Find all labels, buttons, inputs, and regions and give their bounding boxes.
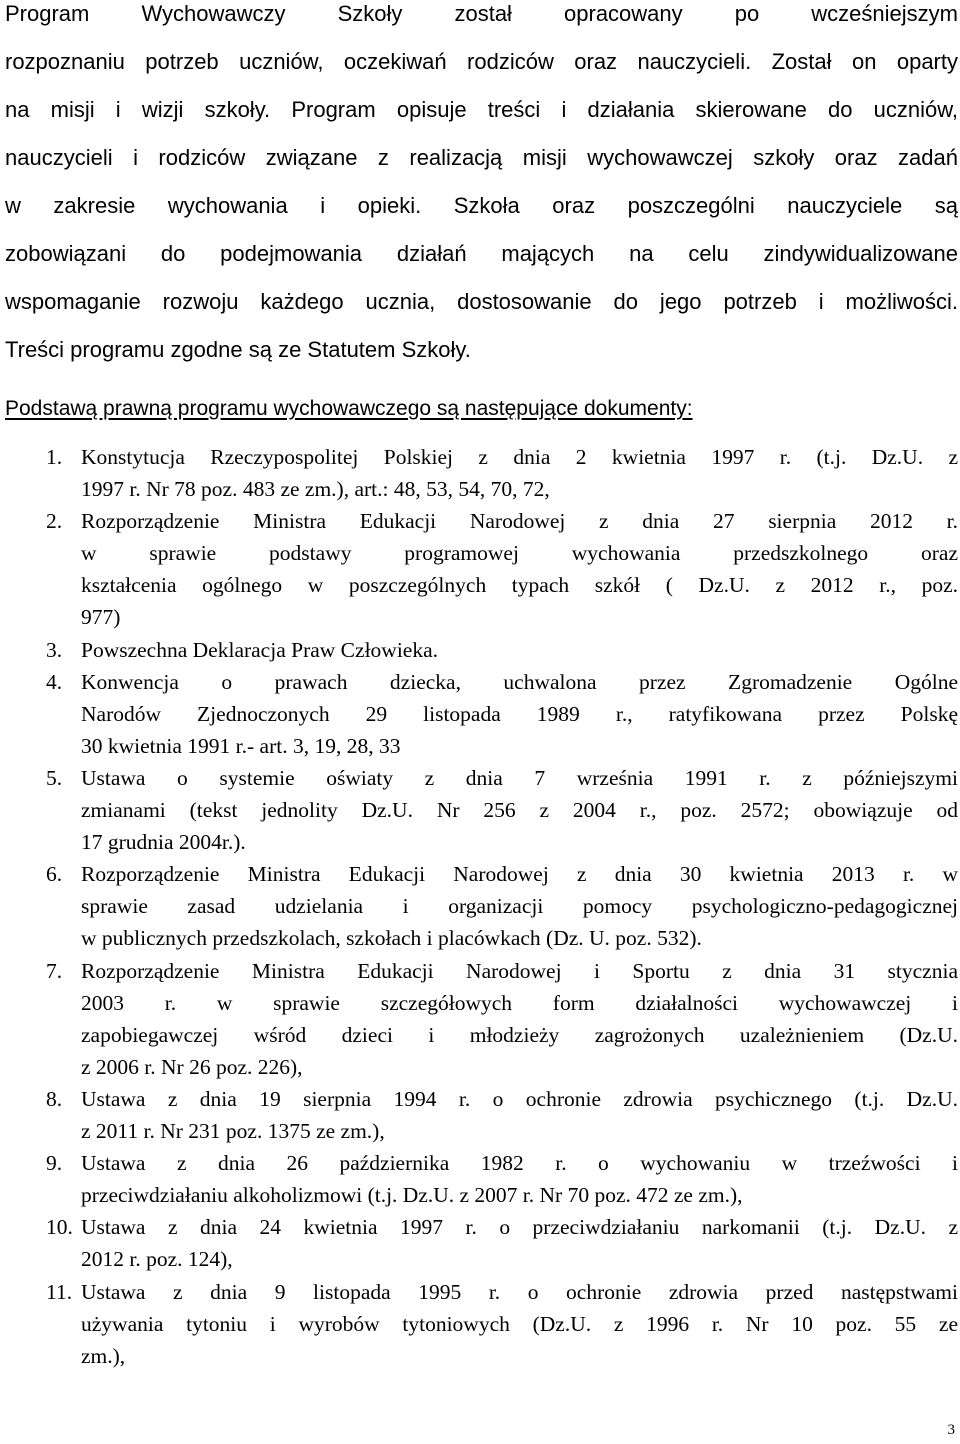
document-number-text: 3. <box>46 637 63 662</box>
document-text-line: Rozporządzenie Ministra Edukacji Narodowej z dnia 30 kwietnia 2013 r. w <box>81 862 958 887</box>
document-text-line: kształcenia ogólnego w poszczególnych typach szkół ( Dz.U. z 2012 r., poz. <box>81 573 958 598</box>
document-text-line: zapobiegawczej wśród dzieci i młodzieży zagrożonych uzależnieniem (Dz.U. <box>81 1022 958 1047</box>
document-text-line: Ustawa o systemie oświaty z dnia 7 września 1991 r. z późniejszymi <box>81 766 958 790</box>
document-text-line: Narodów Zjednoczonych 29 listopada 1989 r., ratyfikowana przez Polskę <box>81 701 958 726</box>
document-number <box>0 505 78 537</box>
document-number-text: 10. <box>46 1215 73 1240</box>
document-text-line: 17 grudnia 2004r.). <box>81 830 246 855</box>
document-text-line: przeciwdziałaniu alkoholizmowi (t.j. Dz.U. z 2007 r. Nr 70 poz. 472 ze zm.), <box>81 1183 743 1208</box>
document-text-line: 2012 r. poz. 124), <box>81 1247 233 1272</box>
document-text-line: Ustawa z dnia 9 listopada 1995 r. o ochronie zdrowia przed następstwami <box>81 1279 958 1304</box>
document-number-text: 9. <box>46 1151 63 1176</box>
document-number-text: 5. <box>46 766 63 790</box>
document-number <box>0 1211 78 1243</box>
document-text-line: z 2011 r. Nr 231 poz. 1375 ze zm.), <box>81 1119 385 1144</box>
document-text-line: 1997 r. Nr 78 poz. 483 ze zm.), art.: 48, 53, 54, 70, 72, <box>81 477 550 502</box>
document-text-line: z 2006 r. Nr 26 poz. 226), <box>81 1054 303 1079</box>
document-text-line: Powszechna Deklaracja Praw Człowieka. <box>81 637 438 662</box>
intro-line: rozpoznaniu potrzeb uczniów, oczekiwań rodziców oraz nauczycieli. Został on oparty <box>5 49 958 74</box>
document-text-line: zmianami (tekst jednolity Dz.U. Nr 256 z 2004 r., poz. 2572; obowiązuje od <box>81 798 958 823</box>
document-number <box>0 441 78 473</box>
document-text-line: Ustawa z dnia 19 sierpnia 1994 r. o ochronie zdrowia psychicznego (t.j. Dz.U. <box>81 1087 958 1111</box>
document-text-line: 2003 r. w sprawie szczegółowych form działalności wychowawczej i <box>81 990 958 1015</box>
intro-line: Program Wychowawczy Szkoły został opracowany po wcześniejszym <box>5 1 958 26</box>
intro-line: Treści programu zgodne są ze Statutem Szkoły. <box>5 337 471 362</box>
page-number: 3 <box>947 1422 955 1438</box>
document-text-line: 30 kwietnia 1991 r.- art. 3, 19, 28, 33 <box>81 733 401 758</box>
document-text-line: w sprawie podstawy programowej wychowania przedszkolnego oraz <box>81 541 958 566</box>
document-number <box>0 1083 78 1115</box>
document-number <box>0 762 78 794</box>
document-number <box>0 1276 78 1308</box>
intro-line: na misji i wizji szkoły. Program opisuje treści i działania skierowane do uczniów, <box>5 97 958 122</box>
document-number <box>0 666 78 698</box>
document-text-line: 977) <box>81 605 121 630</box>
document-text-line: Rozporządzenie Ministra Edukacji Narodowej i Sportu z dnia 31 stycznia <box>81 958 958 983</box>
intro-line: w zakresie wychowania i opieki. Szkoła oraz poszczególni nauczyciele są <box>5 193 958 218</box>
document-number-text: 7. <box>46 958 63 983</box>
document-number <box>0 858 78 890</box>
document-number-text: 1. <box>46 445 63 469</box>
documents-heading: Podstawą prawną programu wychowawczego są następujące dokumenty: <box>5 397 693 420</box>
document-number-text: 11. <box>46 1279 73 1304</box>
intro-line: zobowiązani do podejmowania działań mających na celu zindywidualizowane <box>5 241 958 266</box>
document-number <box>0 955 78 987</box>
document-text-line: Konwencja o prawach dziecka, uchwalona przez Zgromadzenie Ogólne <box>81 669 958 694</box>
document-number-text: 8. <box>46 1087 63 1111</box>
document-text-line: sprawie zasad udzielania i organizacji pomocy psychologiczno-pedagogicznej <box>81 894 958 919</box>
intro-line: wspomaganie rozwoju każdego ucznia, dostosowanie do jego potrzeb i możliwości. <box>5 289 958 314</box>
document-number <box>0 634 78 666</box>
document-text-line: Konstytucja Rzeczypospolitej Polskiej z dnia 2 kwietnia 1997 r. (t.j. Dz.U. z <box>81 445 958 469</box>
document-number-text: 4. <box>46 669 63 694</box>
document-number-text: 6. <box>46 862 63 887</box>
document-text-line: zm.), <box>81 1343 126 1368</box>
intro-line: nauczycieli i rodziców związane z realizacją misji wychowawczej szkoły oraz zadań <box>5 145 958 170</box>
document-number-text: 2. <box>46 509 63 534</box>
document-text-line: Rozporządzenie Ministra Edukacji Narodowej z dnia 27 sierpnia 2012 r. <box>81 509 958 534</box>
document-text-line: używania tytoniu i wyrobów tytoniowych (Dz.U. z 1996 r. Nr 10 poz. 55 ze <box>81 1311 958 1336</box>
document-text-line: Ustawa z dnia 24 kwietnia 1997 r. o przeciwdziałaniu narkomanii (t.j. Dz.U. z <box>81 1215 958 1240</box>
document-number <box>0 1147 78 1179</box>
document-text-line: w publicznych przedszkolach, szkołach i placówkach (Dz. U. poz. 532). <box>81 926 702 951</box>
document-text-line: Ustawa z dnia 26 października 1982 r. o wychowaniu w trzeźwości i <box>81 1151 958 1176</box>
